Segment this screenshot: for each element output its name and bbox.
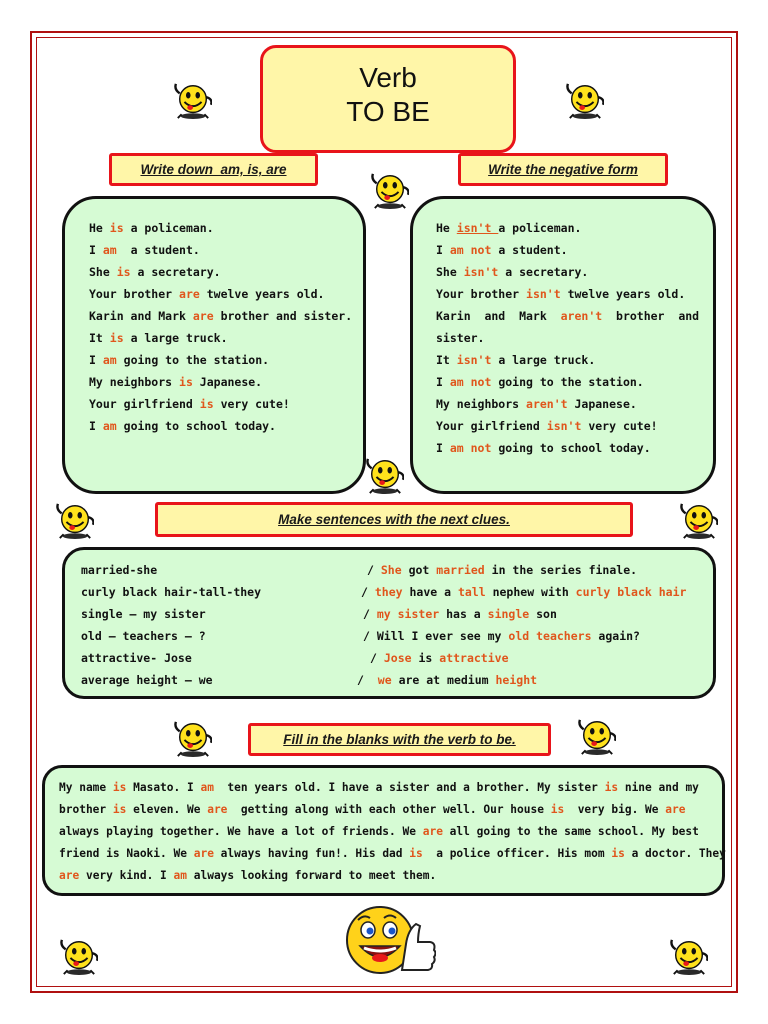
negative-sentence <box>436 221 581 235</box>
text-segment: a doctor. They <box>624 847 726 860</box>
text-segment: / <box>363 607 377 621</box>
text-segment: a police officer. His mom <box>422 847 612 860</box>
text-segment: Your brother <box>436 287 527 301</box>
text-segment: ten years old. I have a sister and a brother. My sister <box>213 781 605 794</box>
text-segment: a policeman. <box>123 221 214 235</box>
text-segment: always having fun!. His dad <box>213 847 410 860</box>
heading-write-am-is-are: Write down am, is, are <box>109 153 318 186</box>
affirmative-sentence <box>89 309 352 323</box>
verb-highlight: Jose <box>383 651 412 665</box>
text-segment: very cute! <box>213 397 290 411</box>
paragraph-line <box>59 869 436 882</box>
clue-answer <box>363 607 557 621</box>
text-segment: Japanese. <box>567 397 637 411</box>
verb-highlight: my sister <box>376 607 440 621</box>
text-segment: nine and my <box>618 781 699 794</box>
verb-highlight: am not <box>449 441 492 455</box>
verb-highlight: am <box>102 353 117 367</box>
verb-highlight: they <box>374 585 403 599</box>
verb-highlight: She <box>380 563 402 577</box>
text-segment: average height – we <box>81 673 213 687</box>
title-verb: Verb <box>359 62 417 93</box>
text-segment: a student. <box>491 243 568 257</box>
verb-highlight: isn't <box>526 287 561 301</box>
smiley-icon <box>174 80 212 120</box>
text-segment: / <box>370 651 384 665</box>
text-segment: going to school today. <box>116 419 276 433</box>
text-segment: very big. We <box>564 803 666 816</box>
text-segment: I <box>89 353 103 367</box>
text-segment: going to the station. <box>116 353 270 367</box>
title-to-be: TO BE <box>346 96 430 127</box>
text-segment: all going to the same school. My best <box>442 825 699 838</box>
verb-highlight: am <box>173 869 187 882</box>
text-segment: Masato. I <box>126 781 201 794</box>
smiley-icon <box>680 500 718 540</box>
verb-highlight: are <box>192 309 214 323</box>
verb-highlight: are <box>422 825 443 838</box>
affirmative-sentence <box>89 353 269 367</box>
verb-highlight: height <box>495 673 538 687</box>
verb-highlight: is <box>199 397 214 411</box>
text-segment: I <box>89 419 103 433</box>
negative-sentence <box>436 309 699 323</box>
text-segment: son <box>529 607 557 621</box>
affirmative-sentence <box>89 419 276 433</box>
text-segment: attractive- Jose <box>81 651 192 665</box>
negative-sentence <box>436 331 484 345</box>
verb-highlight: old teachers <box>508 629 592 643</box>
affirmative-sentence <box>89 287 324 301</box>
negative-panel <box>410 196 716 494</box>
text-segment: has a <box>439 607 488 621</box>
verb-highlight: is <box>112 781 127 794</box>
title-box <box>260 45 516 153</box>
verb-highlight: am <box>102 243 117 257</box>
verb-highlight: are <box>193 847 214 860</box>
verb-highlight: is <box>179 375 193 389</box>
text-segment: / <box>357 673 378 687</box>
text-segment: nephew with <box>485 585 576 599</box>
heading-make-sentences: Make sentences with the next clues. <box>155 502 633 537</box>
text-segment: are at medium <box>391 673 496 687</box>
text-segment: friend is Naoki. We <box>59 847 194 860</box>
text-segment: She <box>89 265 117 279</box>
verb-highlight: isn't <box>456 353 492 367</box>
text-segment: always looking forward to meet them. <box>187 869 437 882</box>
text-segment: a secretary. <box>130 265 221 279</box>
verb-highlight: is <box>409 847 423 860</box>
text-segment: going to the station. <box>491 375 644 389</box>
affirmative-sentence <box>89 375 262 389</box>
text-segment: twelve years old. <box>560 287 686 301</box>
text-segment: Japanese. <box>192 375 263 389</box>
verb-highlight: we <box>377 673 392 687</box>
text-segment: have a <box>402 585 458 599</box>
text-segment: He <box>89 221 110 235</box>
text-segment: always playing together. We have a lot of friends. We <box>59 825 423 838</box>
verb-highlight: am not <box>449 375 492 389</box>
text-segment: old – teachers – ? <box>81 629 206 643</box>
text-segment: My neighbors <box>436 397 527 411</box>
text-segment: I <box>89 243 103 257</box>
text-segment: brother and sister. <box>213 309 353 323</box>
verb-highlight: single <box>487 607 530 621</box>
affirmative-panel <box>62 196 366 494</box>
verb-highlight: isn't <box>456 221 499 235</box>
text-segment: Your brother <box>89 287 180 301</box>
clue-answer <box>370 651 509 665</box>
affirmative-sentence <box>89 331 228 345</box>
negative-sentence <box>436 397 637 411</box>
clue-answer <box>367 563 637 577</box>
text-segment: in the series finale. <box>484 563 638 577</box>
text-segment: I <box>436 375 450 389</box>
verb-highlight: is <box>109 331 124 345</box>
negative-sentence <box>436 375 644 389</box>
text-segment: a large truck. <box>123 331 228 345</box>
verb-highlight: is <box>604 781 619 794</box>
verb-highlight: are <box>665 803 686 816</box>
text-segment: curly black hair-tall-they <box>81 585 262 599</box>
verb-highlight: am <box>200 781 214 794</box>
text-segment: got <box>401 563 437 577</box>
smiley-icon <box>56 500 94 540</box>
verb-highlight: are <box>59 869 80 882</box>
verb-highlight: curly black hair <box>575 585 687 599</box>
text-segment: My neighbors <box>89 375 180 389</box>
smiley-icon <box>670 936 708 976</box>
text-segment: married-she <box>81 563 158 577</box>
clue-item <box>81 563 157 577</box>
verb-highlight: aren't <box>560 309 603 323</box>
text-segment: a secretary. <box>498 265 589 279</box>
verb-highlight: is <box>109 221 124 235</box>
paragraph-panel <box>42 765 725 896</box>
verb-highlight: am not <box>449 243 492 257</box>
heading-fill-blanks: Fill in the blanks with the verb to be. <box>248 723 551 756</box>
smiley-icon <box>60 936 98 976</box>
text-segment: again? <box>591 629 640 643</box>
paragraph-line <box>59 781 699 794</box>
text-segment: Your girlfriend <box>89 397 200 411</box>
negative-sentence <box>436 353 595 367</box>
text-segment: I <box>436 441 450 455</box>
verb-highlight: is <box>112 803 127 816</box>
negative-sentence <box>436 287 685 301</box>
text-segment: a large truck. <box>491 353 596 367</box>
text-segment: My name <box>59 781 113 794</box>
text-segment: sister. <box>436 331 485 345</box>
verb-highlight: isn't <box>546 419 582 433</box>
text-segment: It <box>436 353 457 367</box>
clue-item <box>81 585 261 599</box>
clue-item <box>81 607 206 621</box>
text-segment: Karin and Mark <box>89 309 193 323</box>
text-segment: / <box>361 585 375 599</box>
negative-sentence <box>436 419 658 433</box>
text-segment: / Will I ever see my <box>363 629 509 643</box>
verb-highlight: is <box>611 847 625 860</box>
big-smiley-thumbs-up-icon <box>340 896 436 982</box>
negative-sentence <box>436 243 568 257</box>
verb-highlight: isn't <box>463 265 499 279</box>
smiley-icon <box>578 716 616 756</box>
verb-highlight: attractive <box>439 651 509 665</box>
paragraph-line <box>59 803 685 816</box>
text-segment: brother and <box>602 309 700 323</box>
text-segment: a student. <box>116 243 200 257</box>
clue-item <box>81 629 206 643</box>
text-segment: eleven. We <box>126 803 208 816</box>
paragraph-line <box>59 847 726 860</box>
affirmative-sentence <box>89 243 200 257</box>
heading-negative-form: Write the negative form <box>458 153 668 186</box>
verb-highlight: is <box>550 803 565 816</box>
verb-highlight: is <box>116 265 131 279</box>
text-segment: is <box>411 651 440 665</box>
text-segment: It <box>89 331 110 345</box>
affirmative-sentence <box>89 397 290 411</box>
affirmative-sentence <box>89 221 214 235</box>
verb-highlight: are <box>179 287 200 301</box>
text-segment: brother <box>59 803 113 816</box>
clue-answer <box>357 673 537 687</box>
text-segment: Karin and Mark <box>436 309 561 323</box>
paragraph-line <box>59 825 699 838</box>
text-segment: I <box>436 243 450 257</box>
text-segment: / <box>367 563 381 577</box>
clue-answer <box>361 585 686 599</box>
negative-sentence <box>436 441 651 455</box>
verb-highlight: married <box>436 563 485 577</box>
smiley-icon <box>366 455 404 495</box>
text-segment: a policeman. <box>498 221 582 235</box>
smiley-icon <box>174 718 212 758</box>
text-segment: getting along with each other well. Our house <box>227 803 551 816</box>
negative-sentence <box>436 265 588 279</box>
affirmative-sentence <box>89 265 221 279</box>
text-segment: Your girlfriend <box>436 419 547 433</box>
clues-panel <box>62 547 716 699</box>
text-segment: She <box>436 265 464 279</box>
text-segment: single – my sister <box>81 607 206 621</box>
verb-highlight: aren't <box>526 397 568 411</box>
verb-highlight: am <box>102 419 117 433</box>
clue-item <box>81 673 213 687</box>
clue-answer <box>363 629 640 643</box>
smiley-icon <box>371 170 409 210</box>
clue-item <box>81 651 192 665</box>
verb-highlight: are <box>207 803 228 816</box>
text-segment: going to school today. <box>491 441 651 455</box>
smiley-icon <box>566 80 604 120</box>
text-segment: very kind. I <box>79 869 174 882</box>
text-segment: twelve years old. <box>199 287 325 301</box>
verb-highlight: tall <box>457 585 486 599</box>
text-segment: He <box>436 221 457 235</box>
text-segment: very cute! <box>581 419 658 433</box>
